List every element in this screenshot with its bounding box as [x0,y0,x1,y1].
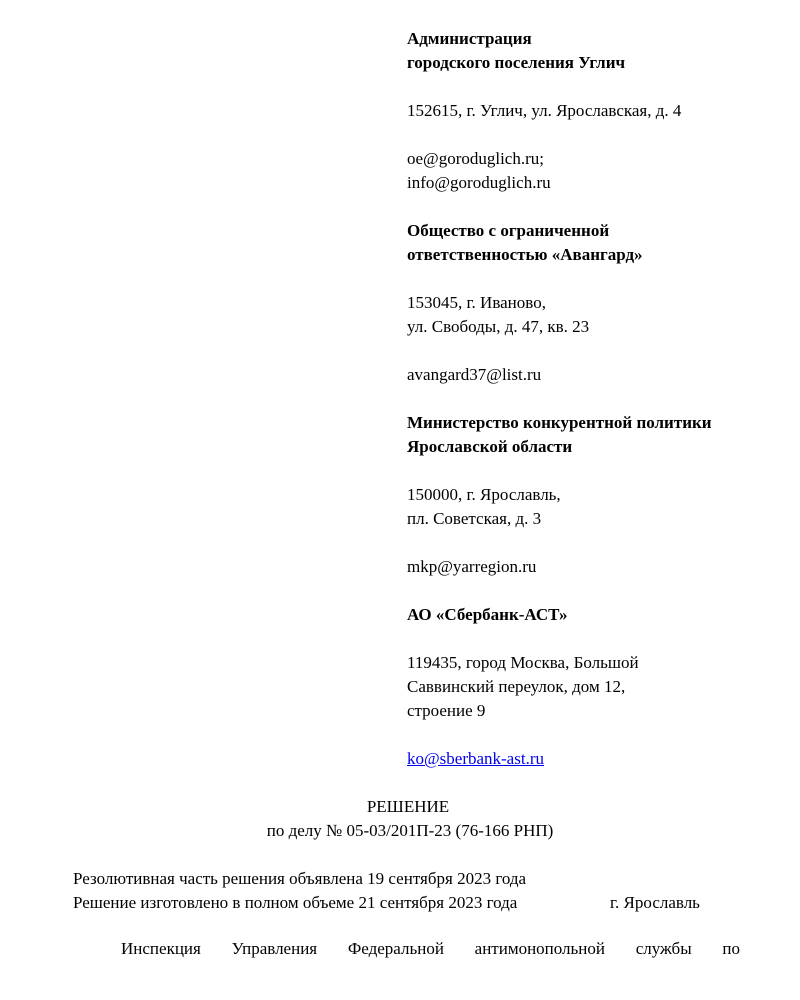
announced-text: Резолютивная часть решения объявлена 19 сентября 2023 года [73,869,527,888]
addressee-address-line: 152615, г. Углич, ул. Ярославская, д. 4 [407,101,682,120]
addressee-email-line: oe@goroduglich.ru; [407,149,544,168]
addressee-address-line: Саввинский переулок, дом 12, [407,677,626,696]
announced-row [73,867,733,891]
city-text: г. Ярославль [610,893,700,912]
body-word: Федеральной [347,939,444,958]
addressee-avangard [407,219,777,387]
made-row [73,891,733,915]
body-word: антимонопольной [474,939,605,958]
addressee-sberbank-ast [407,603,777,771]
addressee-name-line: АО «Сбербанк-АСТ» [407,605,568,624]
addressee-email-line: info@goroduglich.ru [407,173,551,192]
case-number: по делу № 05-03/201П-23 (76-166 РНП) [266,821,554,840]
addressee-address-line: строение 9 [407,701,486,720]
addressee-name-line: Министерство конкурентной политики [407,413,712,432]
addressee-address-line: 150000, г. Ярославль, [407,485,561,504]
made-text: Решение изготовлено в полном объеме 21 сентября 2023 года [73,893,518,912]
addressee-address-line: 119435, город Москва, Большой [407,653,639,672]
body-word: Управления [231,939,318,958]
addressee-name-line: Ярославской области [407,437,573,456]
addressees-block [407,27,777,795]
addressee-address-line: 153045, г. Иваново, [407,293,546,312]
addressee-administration [407,27,777,195]
decision-heading [0,795,800,843]
addressee-address-line: ул. Свободы, д. 47, кв. 23 [407,317,590,336]
body-paragraph-first-line [121,937,740,961]
addressee-address-line: пл. Советская, д. 3 [407,509,542,528]
decision-meta [73,867,733,915]
addressee-name-line: городского поселения Углич [407,53,626,72]
email-link[interactable]: ko@sberbank-ast.ru [407,749,544,768]
addressee-email-line: avangard37@list.ru [407,365,542,384]
decision-title: РЕШЕНИЕ [366,797,450,816]
body-word: по [722,939,740,958]
addressee-name-line: Общество с ограниченной [407,221,610,240]
body-word: службы [635,939,692,958]
addressee-ministry [407,411,777,579]
addressee-email-line: mkp@yarregion.ru [407,557,537,576]
body-word: Инспекция [121,939,201,958]
addressee-name-line: Администрация [407,29,532,48]
addressee-name-line: ответственностью «Авангард» [407,245,643,264]
